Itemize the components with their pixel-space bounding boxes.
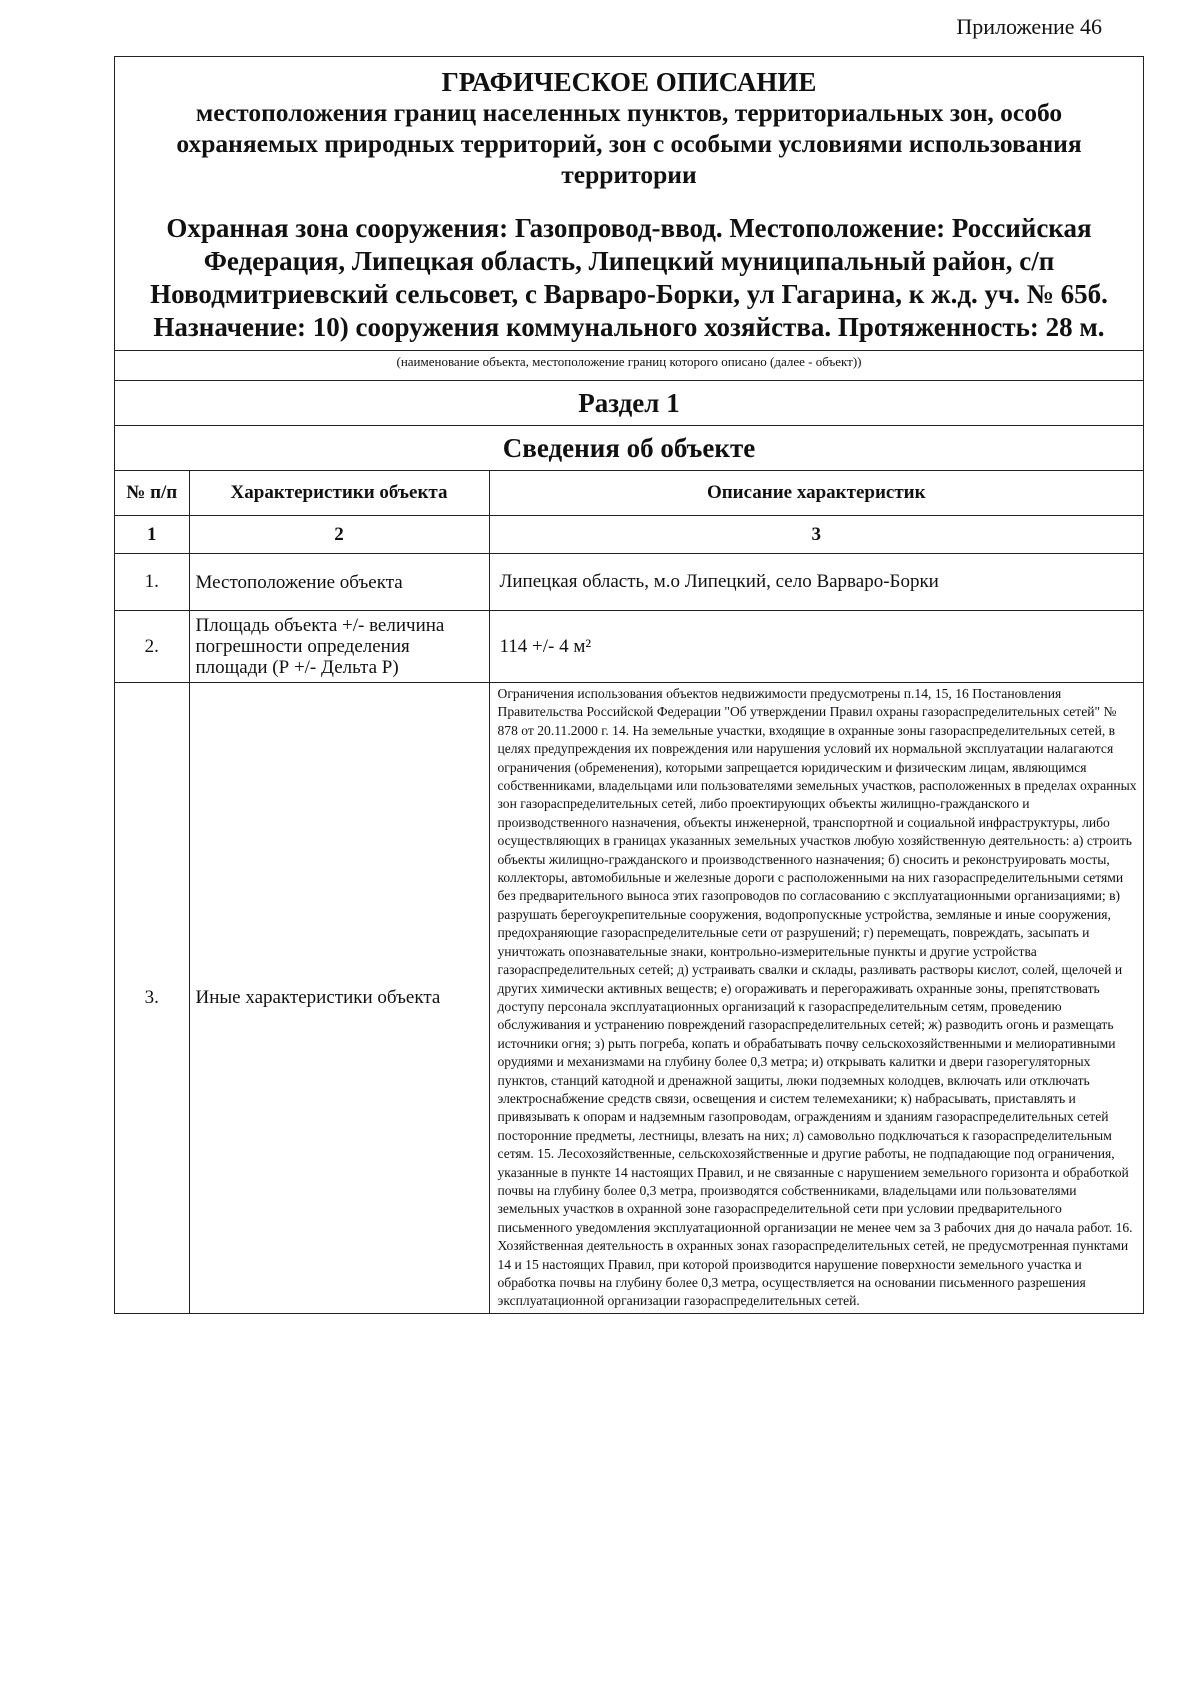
table-row bbox=[115, 554, 1143, 611]
row-characteristic: Площадь объекта +/- величина погрешности определения площади (Р +/- Дельта Р) bbox=[189, 611, 489, 683]
document-title: ГРАФИЧЕСКОЕ ОПИСАНИЕ bbox=[441, 67, 817, 97]
row-description: Липецкая область, м.о Липецкий, село Варваро-Борки bbox=[489, 554, 1143, 611]
column-number-row bbox=[115, 516, 1143, 554]
row-description: 114 +/- 4 м² bbox=[489, 611, 1143, 683]
row-number: 2. bbox=[115, 611, 189, 683]
subtitle-line: территории bbox=[561, 160, 697, 189]
header bbox=[115, 57, 1143, 344]
row-number: 1. bbox=[115, 554, 189, 611]
object-name-line: Федерация, Липецкая область, Липецкий муниципальный район, с/п bbox=[203, 246, 1055, 276]
object-name-line: Новодмитриевский сельсовет, с Варваро-Борки, ул Гагарина, к ж.д. уч. № 65б. bbox=[150, 279, 1108, 309]
header-cell-characteristic: Характеристики объекта bbox=[189, 471, 489, 516]
row-characteristic: Местоположение объекта bbox=[189, 554, 489, 611]
table-row bbox=[115, 611, 1143, 683]
subtitle-line: охраняемых природных территорий, зон с особыми условиями использования bbox=[176, 129, 1082, 158]
object-name bbox=[125, 212, 1133, 344]
object-name-line: Охранная зона сооружения: Газопровод-ввод. Местоположение: Российская bbox=[166, 213, 1092, 243]
column-number: 2 bbox=[189, 516, 489, 554]
object-name-line: Назначение: 10) сооружения коммунального хозяйства. Протяженность: 28 м. bbox=[153, 312, 1105, 342]
section-number: Раздел 1 bbox=[115, 381, 1143, 426]
row-number: 3. bbox=[115, 683, 189, 1313]
appendix-label: Приложение 46 bbox=[956, 14, 1102, 39]
table-header-row bbox=[115, 471, 1143, 516]
object-caption: (наименование объекта, местоположение границ которого описано (далее - объект)) bbox=[115, 350, 1143, 381]
document-frame bbox=[114, 56, 1144, 1314]
header-cell-description: Описание характеристик bbox=[489, 471, 1143, 516]
header-cell-number: № п/п bbox=[115, 471, 189, 516]
section-title: Сведения об объекте bbox=[115, 426, 1143, 471]
table-row bbox=[115, 683, 1143, 1313]
row-characteristic: Иные характеристики объекта bbox=[189, 683, 489, 1313]
object-table bbox=[115, 471, 1143, 1313]
subtitle-line: местоположения границ населенных пунктов, территориальных зон, особо bbox=[195, 98, 1063, 127]
column-number: 1 bbox=[115, 516, 189, 554]
column-number: 3 bbox=[489, 516, 1143, 554]
row-description-long: Ограничения использования объектов недвижимости предусмотрены п.14, 15, 16 Постановления Правительства Российской Федерации "Об утверждении Правил охраны газораспределительных сетей" № 878 от 20.11.2000 г. 14. На земельные участки, входящие в охранные зоны газораспределительных сетей, в целях предупреждения их повреждения или нарушения условий их нормальной эксплуатации налагаются ограничения (обременения), которыми запрещается юридическим и физическим лицам, являющимся собственниками, владельцами или пользователями земельных участков, расположенных в пределах охранных зон газораспределительных сетей, либо проектирующих объекты жилищно-гражданского и производственного назначения, объекты инженерной, транспортной и социальной инфраструктуры, либо осуществляющих в границах указанных земельных участков любую хозяйственную деятельность: а) строить объекты жилищно-гражданского и производственного назначения; б) сносить и реконструировать мосты, коллекторы, автомобильные и железные дороги с расположенными на них газораспределительными сетями без предварительного выноса этих газопроводов по согласованию с эксплуатационными организациями; в) разрушать берегоукрепительные сооружения, водопропускные устройства, земляные и иные сооружения, предохраняющие газораспределительные сети от разрушений; г) перемещать, повреждать, засыпать и уничтожать опознавательные знаки, контрольно-измерительные пункты и другие устройства газораспределительных сетей; д) устраивать свалки и склады, разливать растворы кислот, солей, щелочей и других химически активных веществ; е) огораживать и перегораживать охранные зоны, препятствовать доступу персонала эксплуатационных организаций к газораспределительным сетям, проведению обслуживания и устранению повреждений газораспределительных сетей; ж) разводить огонь и размещать источники огня; з) рыть погреба, копать и обрабатывать почву сельскохозяйственными и мелиоративными орудиями и механизмами на глубину более 0,3 метра; и) открывать калитки и двери газорегуляторных пунктов, станций катодной и дренажной защиты, люки подземных колодцев, включать или отключать электроснабжение средств связи, освещения и систем телемеханики; к) набрасывать, приставлять и привязывать к опорам и надземным газопроводам, ограждениям и зданиям газораспределительных сетей посторонние предметы, лестницы, влезать на них; л) самовольно подключаться к газораспределительным сетям. 15. Лесохозяйственные, сельскохозяйственные и другие работы, не подпадающие под ограничения, указанные в пункте 14 настоящих Правил, и не связанные с нарушением земельного горизонта и обработкой почвы на глубину более 0,3 метра, производятся собственниками, владельцами или пользователями земельных участков в охранной зоне газораспределительной сети при условии предварительного письменного уведомления эксплуатационной организации не менее чем за 3 рабочих дня до начала работ. 16. Хозяйственная деятельность в охранных зонах газораспределительных сетей, не предусмотренная пунктами 14 и 15 настоящих Правил, при которой производится нарушение поверхности земельного участка и обработка почвы на глубину более 0,3 метра, осуществляется на основании письменного разрешения эксплуатационной организации газораспределительных сетей. bbox=[489, 683, 1143, 1313]
